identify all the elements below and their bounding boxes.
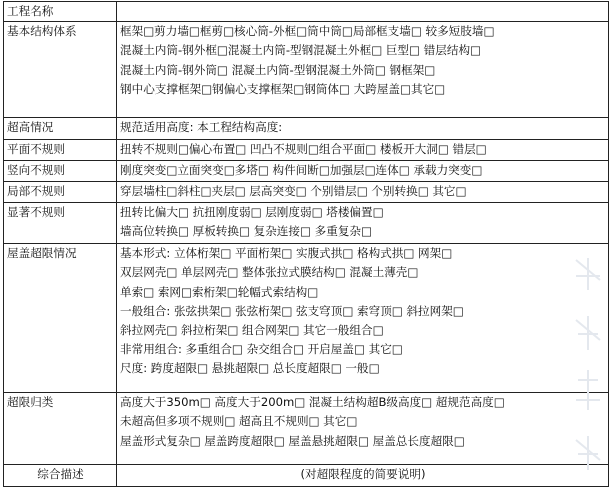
content-line: 尺度: 跨度超限□ 悬挑超限□ 总长度超限□ 一般□ (120, 361, 380, 376)
content-line: 墙高位转换□ 厚板转换□ 复杂连接□ 多重复杂□ (120, 224, 372, 239)
content-line: 混凝土内筒-钢外框□混凝土内筒-型钢混凝土外框□ 巨型□ 错层结构□ (120, 43, 481, 58)
content-line: 屋盖形式复杂□ 屋盖跨度超限□ 屋盖悬挑超限□ 屋盖总长度超限□ (120, 433, 465, 448)
row-label: 竖向不规则 (4, 161, 117, 182)
row-content (117, 393, 609, 465)
content-line: 刚度突变□立面突变□多塔□ 构件间断□加强层□连体□ 承载力突变□ (120, 163, 483, 178)
content-line: 未超高但多项不规则□ 超高且不规则□ 其它□ (120, 414, 358, 429)
row-content (117, 140, 609, 161)
table-row (4, 118, 609, 140)
content-line: 混凝土内筒-钢外筒□ 混凝土内筒-型钢混凝土外筒□ 钢框架□ (120, 62, 436, 77)
content-line: 斜拉网壳□ 斜拉桁架□ 组合网架□ 其它一般组合□ (120, 323, 384, 338)
row-content (117, 244, 609, 393)
content-line: 单索□ 索网□索桁架□轮幅式索结构□ (120, 284, 319, 299)
row-content (117, 22, 609, 118)
row-label: 超高情况 (4, 118, 117, 140)
summary-label: 综合描述 (4, 465, 117, 487)
row-content (117, 118, 609, 140)
row-content (117, 182, 609, 203)
form-sheet (3, 1, 609, 487)
content-line: 钢中心支撑框架□钢偏心支撑框架□钢筒体□ 大跨屋盖□其它□ (120, 81, 446, 96)
table-row (4, 161, 609, 182)
overlimit-summary-table (3, 1, 609, 487)
content-line: 双层网壳□ 单层网壳□ 整体张拉式膜结构□ 混凝土薄壳□ (120, 265, 419, 280)
content-line: 穿层墙柱□斜柱□夹层□ 层高突变□ 个别错层□ 个别转换□ 其它□ (120, 184, 467, 199)
table-row (4, 182, 609, 203)
content-line: 扭转比偏大□ 抗扭刚度弱□ 层刚度弱□ 塔楼偏置□ (120, 205, 384, 220)
table-row (4, 393, 609, 465)
content-line: 框架□剪力墙□框剪□核心筒-外框□筒中筒□局部框支墙□ 较多短肢墙□ (120, 24, 495, 39)
table-row (4, 244, 609, 393)
table-row (4, 140, 609, 161)
content-line: 基本形式: 立体桁架□ 平面桁架□ 实腹式拱□ 格构式拱□ 网架□ (120, 246, 453, 261)
summary-row (4, 465, 609, 487)
table-row (4, 203, 609, 244)
row-label: 工程名称 (4, 2, 117, 22)
table-row (4, 22, 609, 118)
content-line: 高度大于350m□ 高度大于200m□ 混凝土结构超B级高度□ 超规范高度□ (120, 395, 505, 410)
row-label: 屋盖超限情况 (4, 244, 117, 393)
content-line: 规范适用高度: 本工程结构高度: (120, 120, 283, 135)
row-content (117, 161, 609, 182)
row-content (117, 203, 609, 244)
row-label: 平面不规则 (4, 140, 117, 161)
row-label: 超限归类 (4, 393, 117, 465)
content-line: 非常用组合: 多重组合□ 杂交组合□ 开启屋盖□ 其它□ (120, 342, 403, 357)
summary-text: (对超限程度的简要说明) (117, 465, 609, 487)
row-label: 局部不规则 (4, 182, 117, 203)
content-line: 一般组合: 张弦拱架□ 张弦桁架□ 弦支穹顶□ 索穹顶□ 斜拉网架□ (120, 303, 464, 318)
table-row (4, 2, 609, 22)
row-label: 显著不规则 (4, 203, 117, 244)
row-content (117, 2, 609, 22)
content-line: 扭转不规则□偏心布置□ 凹凸不规则□组合平面□ 楼板开大洞□ 错层□ (120, 142, 487, 157)
row-label: 基本结构体系 (4, 22, 117, 118)
